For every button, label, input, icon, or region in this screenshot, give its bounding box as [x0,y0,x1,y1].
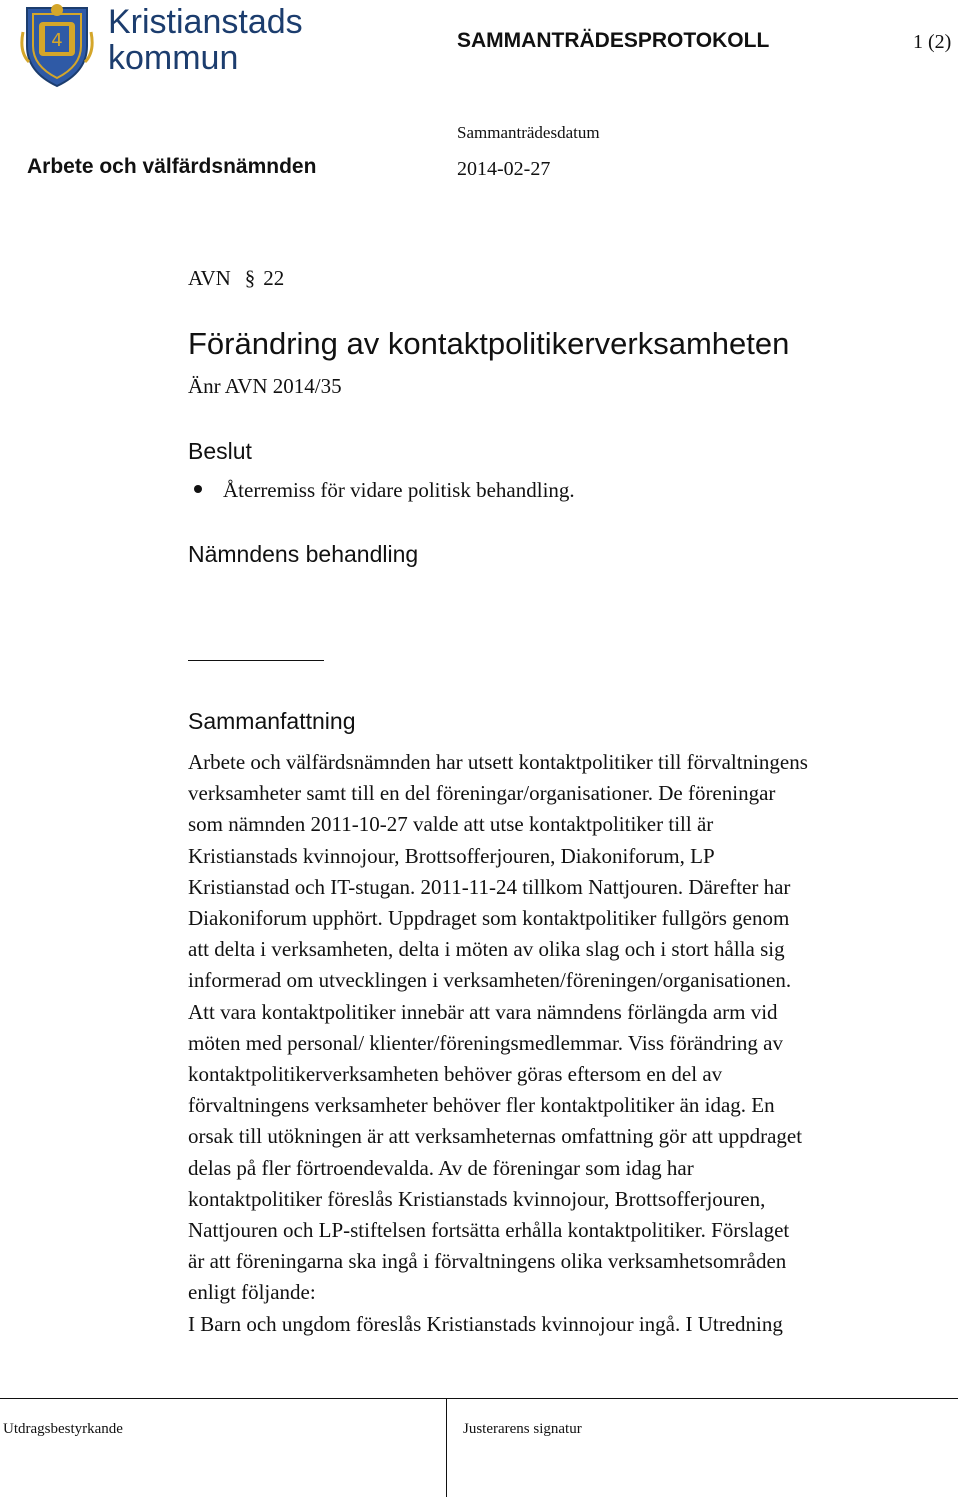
brand-line-1: Kristianstads [108,3,303,41]
decision-heading: Beslut [188,438,252,464]
meeting-date-label: Sammanträdesdatum [457,123,600,142]
summary-line: att delta i verksamheten, delta i möten av olika slag och i stort hålla sig [188,937,785,962]
paragraph-value: 22 [263,266,285,290]
summary-text [188,747,908,1340]
meeting-date: 2014-02-27 [457,158,551,180]
summary-line: enligt följande: [188,1280,316,1305]
section-sign: § [244,266,256,290]
summary-line: förvaltningens verksamheter behöver fler kontaktpolitiker än idag. En [188,1093,775,1118]
summary-line: orsak till utökningen är att verksamheternas omfattning gör att uppdraget [188,1124,803,1149]
adjuster-signature-field: Justerarens signatur [463,1421,582,1437]
coat-of-arms-icon [19,2,95,88]
footer-divider [446,1399,447,1497]
summary-line: som nämnden 2011-10-27 valde att utse kontaktpolitiker till är [188,812,714,837]
summary-line: Diakoniforum upphört. Uppdraget som kontaktpolitiker fullgörs genom [188,906,790,931]
summary-line: kontaktpolitiker föreslås Kristianstads kvinnojour, Brottsofferjouren, [188,1186,766,1211]
summary-heading: Sammanfattning [188,708,356,734]
divider [188,660,324,661]
summary-line: informerad om utvecklingen i verksamheten/föreningen/organisationen. [188,968,792,993]
summary-line: kontaktpolitikerverksamheten behöver göras eftersom en del av [188,1062,723,1087]
brand-line-2: kommun [108,39,239,77]
summary-line: Nattjouren och LP-stiftelsen fortsätta erhålla kontaktpolitiker. Förslaget [188,1218,790,1243]
page-title: Förändring av kontaktpolitikerverksamheten [188,326,790,361]
proceedings-heading: Nämndens behandling [188,541,419,567]
svg-text:4: 4 [51,30,63,51]
summary-line: möten med personal/ klienter/föreningsmedlemmar. Viss förändring av [188,1030,783,1055]
summary-line: är att föreningarna ska ingå i förvaltningens olika verksamhetsområden [188,1249,787,1274]
summary-line: Kristianstads kvinnojour, Brottsofferjouren, Diakoniforum, LP [188,843,715,868]
summary-line: I Barn och ungdom föreslås Kristianstads kvinnojour ingå. I Utredning [188,1311,783,1336]
paragraph-body: AVN [188,266,231,290]
decision-item: Återremiss för vidare politisk behandling. [223,478,575,502]
summary-line: Kristianstad och IT-stugan. 2011-11-24 tillkom Nattjouren. Därefter har [188,874,791,899]
municipality-name [108,4,303,76]
summary-line: Arbete och välfärdsnämnden har utsett kontaktpolitiker till förvaltningens [188,750,808,774]
extract-certification-field: Utdragsbestyrkande [3,1421,123,1437]
summary-line: delas på fler förtroendevalda. Av de föreningar som idag har [188,1155,694,1180]
paragraph-number [188,266,284,291]
page-number: 1 (2) [913,31,952,53]
bullet-icon [194,485,202,493]
summary-line: Att vara kontaktpolitiker innebär att vara nämndens förlängda arm vid [188,999,778,1024]
summary-line: verksamheter samt till en del föreningar/organisationer. De föreningar [188,781,776,806]
committee-name: Arbete och välfärdsnämnden [27,155,317,178]
document-type: SAMMANTRÄDESPROTOKOLL [457,29,770,52]
case-number: Änr AVN 2014/35 [188,374,342,398]
footer-rule [0,1398,958,1399]
